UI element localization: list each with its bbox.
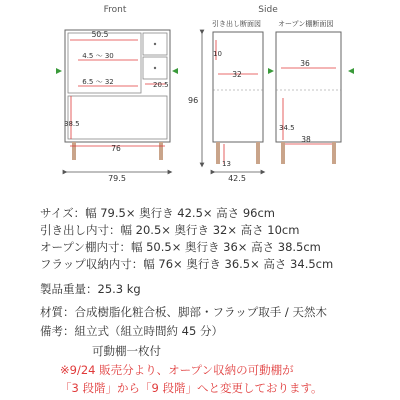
side-leg-open-left [281, 142, 285, 164]
front-label: Front [103, 5, 127, 15]
notice-line-2: 「3 段階」から「9 段階」へと変更しております。 [60, 381, 323, 395]
dim-bottom-width: 76 [111, 144, 121, 153]
dim-drawer-height: 10 [213, 50, 222, 58]
dim-drawer-depth: 32 [232, 70, 242, 79]
side-leg-right [256, 142, 260, 164]
open-shelf-section-label: オープン棚断面図 [278, 20, 334, 28]
spec-drawer: 引き出し内寸：幅 20.5× 奥行き 32× 高さ 10cm [40, 223, 300, 237]
spec-notes-extra: 可動棚一枚付 [92, 344, 161, 358]
drawer-knob [154, 67, 156, 69]
front-flap [68, 96, 167, 139]
dim-leg-height: 13 [222, 160, 231, 168]
spec-open-shelf: オープン棚内寸：幅 50.5× 奥行き 36× 高さ 38.5cm [40, 240, 321, 254]
spec-material: 材質：合成樹脂化粧合板、脚部・フラップ取手 / 天然木 [40, 305, 327, 319]
dim-open-depth: 36 [300, 59, 310, 68]
spec-size: サイズ：幅 79.5× 奥行き 42.5× 高さ 96cm [40, 206, 275, 220]
arrow-green-side-right [348, 68, 354, 74]
dim-drawer-small: 4.5 ～ 30 [82, 52, 114, 60]
drawer-section-label: 引き出し断面図 [212, 20, 261, 28]
dim-drawer-big: 6.5 ～ 32 [82, 78, 114, 86]
side-leg-left [216, 142, 220, 164]
dim-side-drawer: 20.5 [153, 81, 169, 89]
arrow-green-mid [172, 68, 178, 74]
side-leg-open-right [332, 142, 336, 164]
dim-left-height: 38.5 [64, 120, 80, 128]
dim-total-depth: 42.5 [228, 174, 246, 183]
dim-total-height: 96 [188, 96, 199, 105]
drawer-knob [154, 43, 156, 45]
front-leg-left [72, 142, 76, 160]
dim-flap-height: 34.5 [279, 124, 295, 132]
spec-flap: フラップ収納内寸：幅 76× 奥行き 36.5× 高さ 34.5cm [40, 257, 334, 271]
arrow-green-left [56, 68, 62, 74]
spec-notes: 備考：組立式（組立時間約 45 分） [40, 324, 223, 338]
notice-line-1: ※9/24 販売分より、オープン収納の可動棚が [60, 363, 294, 377]
spec-weight: 製品重量：25.3 kg [40, 282, 141, 296]
dim-flap-depth: 38 [301, 135, 311, 144]
front-leg-right [159, 142, 163, 160]
dim-top-width: 50.5 [91, 30, 109, 39]
arrow-green-side-left [268, 68, 274, 74]
side-drawer-section [213, 32, 263, 142]
dim-total-width: 79.5 [108, 174, 126, 183]
side-label: Side [258, 5, 278, 15]
